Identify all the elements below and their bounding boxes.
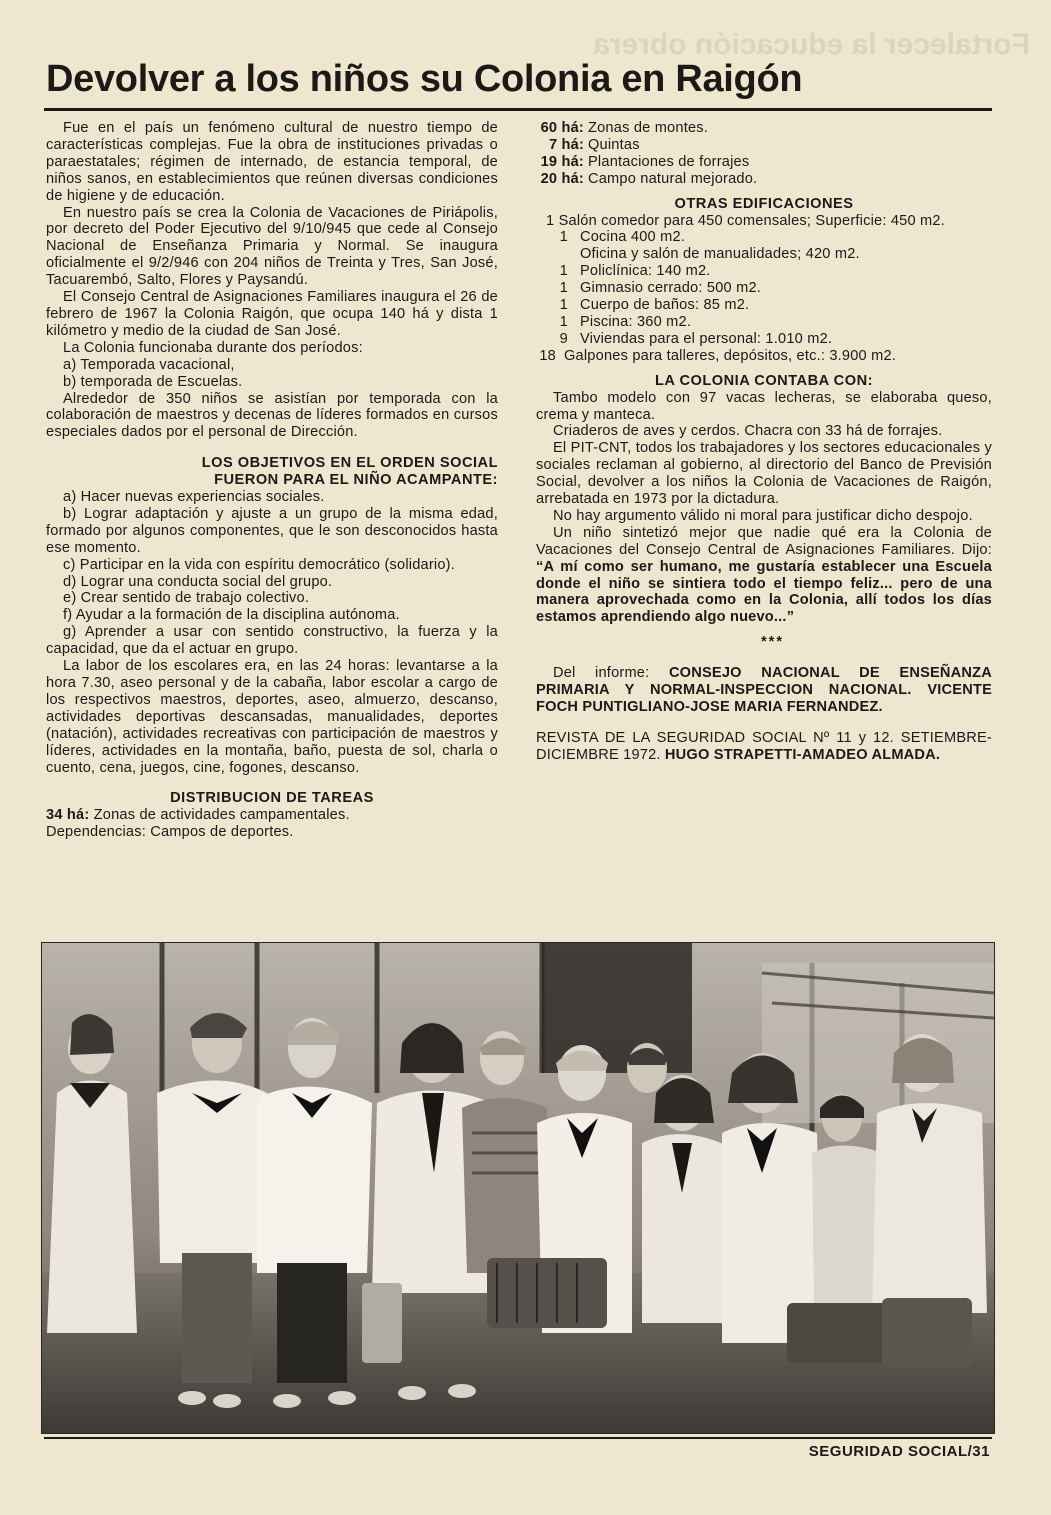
list-count: 1: [559, 313, 568, 330]
headline: Devolver a los niños su Colonia en Raigón: [46, 58, 803, 100]
list-value: Cuerpo de baños: 85 m2.: [580, 297, 750, 314]
section-heading: DISTRIBUCION DE TAREAS: [170, 790, 374, 807]
bottom-rule: [44, 1437, 992, 1439]
list-count: 18: [539, 347, 556, 364]
list-item: [536, 171, 992, 188]
list-item: [536, 120, 992, 137]
list-value: Quintas: [588, 136, 640, 153]
list-value: Zonas de montes.: [588, 120, 709, 136]
children-group-photo: [41, 942, 995, 1434]
revista-citation: [536, 730, 992, 764]
list-count: 1: [559, 297, 568, 314]
list-value: Policlínica: 140 m2.: [580, 263, 711, 280]
list-value: Zonas de actividades campamentales.: [93, 807, 350, 824]
paragraph: [536, 525, 992, 626]
source-authors: CONSEJO NACIONAL DE ENSEÑANZA PRIMARIA Y NORMAL-INSPECCION NACIONAL. VICENTE FOCH PUNTIGLIANO-JOSE MARIA FERNANDEZ.: [536, 665, 993, 715]
list-item: [536, 246, 992, 263]
left-column: [46, 120, 498, 841]
paragraph: La Colonia funcionaba durante dos períodos:: [63, 339, 363, 356]
list-value: Gimnasio cerrado: 500 m2.: [580, 280, 762, 297]
list-value: Viviendas para el personal: 1.010 m2.: [580, 330, 833, 347]
list-item: b) temporada de Escuelas.: [63, 373, 243, 390]
list-item: g) Aprender a usar con sentido constructivo, la fuerza y la capacidad, que da el actuar en grupo.: [46, 624, 498, 658]
list-value: Plantaciones de forrajes: [588, 153, 750, 170]
paragraph: Fue en el país un fenómeno cultural de nuestro tiempo de características complejas. Fue la obra de instituciones privadas o paraestatales; régimen de internado, de estancia temporal, de niños sanos, en establecimientos que reúnen diversas condiciones de higiene y de educación.: [46, 120, 498, 204]
list-item: f) Ayudar a la formación de la disciplina autónoma.: [63, 607, 400, 624]
child-quote: “A mí como ser humano, me gustaría establecer una Escuela donde el niño se sintiera todo el tiempo feliz... pero de una manera aprovechada como en la Colonia, allí todos los días estamos aprendiendo algo nuevo...”: [536, 558, 992, 626]
source-citation: [536, 665, 992, 716]
list-item: b) Lograr adaptación y ajuste a un grupo de la misma edad, formado por algunos componentes, que le son desconocidos hasta ese momento.: [46, 505, 498, 556]
list-item: Dependencias: Campos de deportes.: [46, 824, 294, 841]
list-item: 1 Salón comedor para 450 comensales; Superficie: 450 m2.: [546, 212, 945, 229]
list-value: Oficina y salón de manualidades; 420 m2.: [580, 246, 860, 263]
section-heading: LA COLONIA CONTABA CON:: [655, 372, 873, 389]
list-item: a) Hacer nuevas experiencias sociales.: [63, 489, 325, 506]
list-key: 60 há:: [540, 120, 584, 136]
list-item: a) Temporada vacacional,: [63, 356, 235, 373]
list-key: 20 há:: [540, 170, 584, 187]
list-item: [46, 807, 498, 824]
top-rule: [44, 108, 992, 111]
list-item: [536, 154, 992, 171]
list-count: 1: [559, 229, 568, 246]
section-heading: OTRAS EDIFICACIONES: [674, 195, 854, 212]
list-item: d) Lograr una conducta social del grupo.: [63, 573, 333, 590]
list-item: [536, 137, 992, 154]
list-key: 34 há:: [46, 807, 90, 824]
paragraph: El Consejo Central de Asignaciones Familiares inaugura el 26 de febrero de 1967 la Colonia Raigón, que ocupa 140 há y dista 1 kilómetro y medio de la ciudad de San José.: [46, 289, 498, 339]
list-count: 1: [559, 280, 568, 297]
bleed-through-text: Fortalecer la educación obrera: [593, 28, 1030, 61]
list-item: [536, 263, 992, 280]
quote-intro: Un niño sintetizó mejor que nadie qué era la Colonia de Vacaciones del Consejo Central de Asignaciones Familiares. Dijo:: [536, 524, 992, 558]
section-heading: FUERON PARA EL NIÑO ACAMPANTE:: [214, 472, 498, 489]
revista-label: REVISTA DE LA SEGURIDAD SOCIAL Nº 11 y 12. SETIEMBRE-DICIEMBRE 1972.: [536, 729, 992, 763]
paragraph: Alrededor de 350 niños se asistían por temporada con la colaboración de maestros y decenas de líderes formados en cursos especiales dados por el personal de Dirección.: [46, 390, 498, 441]
paragraph: El PIT-CNT, todos los trabajadores y los sectores educacionales y sociales reclaman al gobierno, al directorio del Banco de Previsión Social, devolver a los niños la Colonia de Vacaciones de Raigón, arrebatada en 1973 por la dictadura.: [536, 440, 992, 508]
list-count: 9: [559, 330, 568, 347]
list-count: [536, 246, 580, 263]
list-item: [536, 331, 992, 348]
paragraph: En nuestro país se crea la Colonia de Vacaciones de Piriápolis, por decreto del Poder Ejecutivo del 9/10/945 que cede al Consejo Nacional de Enseñanza Primaria y Normal. Se inaugura oficialmente el 9/2/946 con 204 niños de Treinta y Tres, San José, Tacuarembó, Salto, Flores y Paysandú.: [46, 204, 498, 289]
list-value: Cocina 400 m2.: [580, 229, 686, 246]
list-value: Galpones para talleres, depósitos, etc.: 3.900 m2.: [564, 347, 897, 364]
list-value: Campo natural mejorado.: [588, 170, 758, 187]
page-footer: SEGURIDAD SOCIAL/31: [808, 1443, 990, 1460]
separator-stars: ***: [760, 634, 785, 651]
section-heading: LOS OBJETIVOS EN EL ORDEN SOCIAL: [201, 455, 498, 472]
list-item: [536, 348, 992, 365]
list-key: 19 há:: [540, 153, 584, 170]
list-item: c) Participar en la vida con espíritu democrático (solidario).: [63, 556, 455, 573]
list-item: [536, 297, 992, 314]
paragraph: No hay argumento válido ni moral para justificar dicho despojo.: [553, 507, 973, 524]
list-key: 7 há:: [548, 136, 584, 153]
paragraph: Criaderos de aves y cerdos. Chacra con 33 há de forrajes.: [553, 423, 943, 440]
revista-authors: HUGO STRAPETTI-AMADEO ALMADA.: [664, 746, 941, 763]
list-item: e) Crear sentido de trabajo colectivo.: [63, 590, 310, 607]
list-item: [536, 229, 992, 246]
source-label: Del informe:: [553, 665, 669, 682]
paragraph: Tambo modelo con 97 vacas lecheras, se elaboraba queso, crema y manteca.: [536, 389, 992, 423]
list-value: Piscina: 360 m2.: [580, 313, 692, 330]
list-item: [536, 280, 992, 297]
paragraph: La labor de los escolares era, en las 24 horas: levantarse a la hora 7.30, aseo personal y de la cabaña, labor escolar a cargo de los respectivos maestros, deportes, aseo, almuerzo, descanso, actividades deportivas descansadas, manualidades, deportes (natación), actividades recreativas con participación de maestros y líderes, actividades en la montaña, baño, puesta de sol, charla o cuento, cena, juegos, cine, fogones, descanso.: [46, 658, 498, 776]
right-column: [536, 120, 992, 764]
list-count: 1: [559, 263, 568, 280]
list-item: [536, 314, 992, 331]
photo-illustration: [42, 943, 994, 1433]
